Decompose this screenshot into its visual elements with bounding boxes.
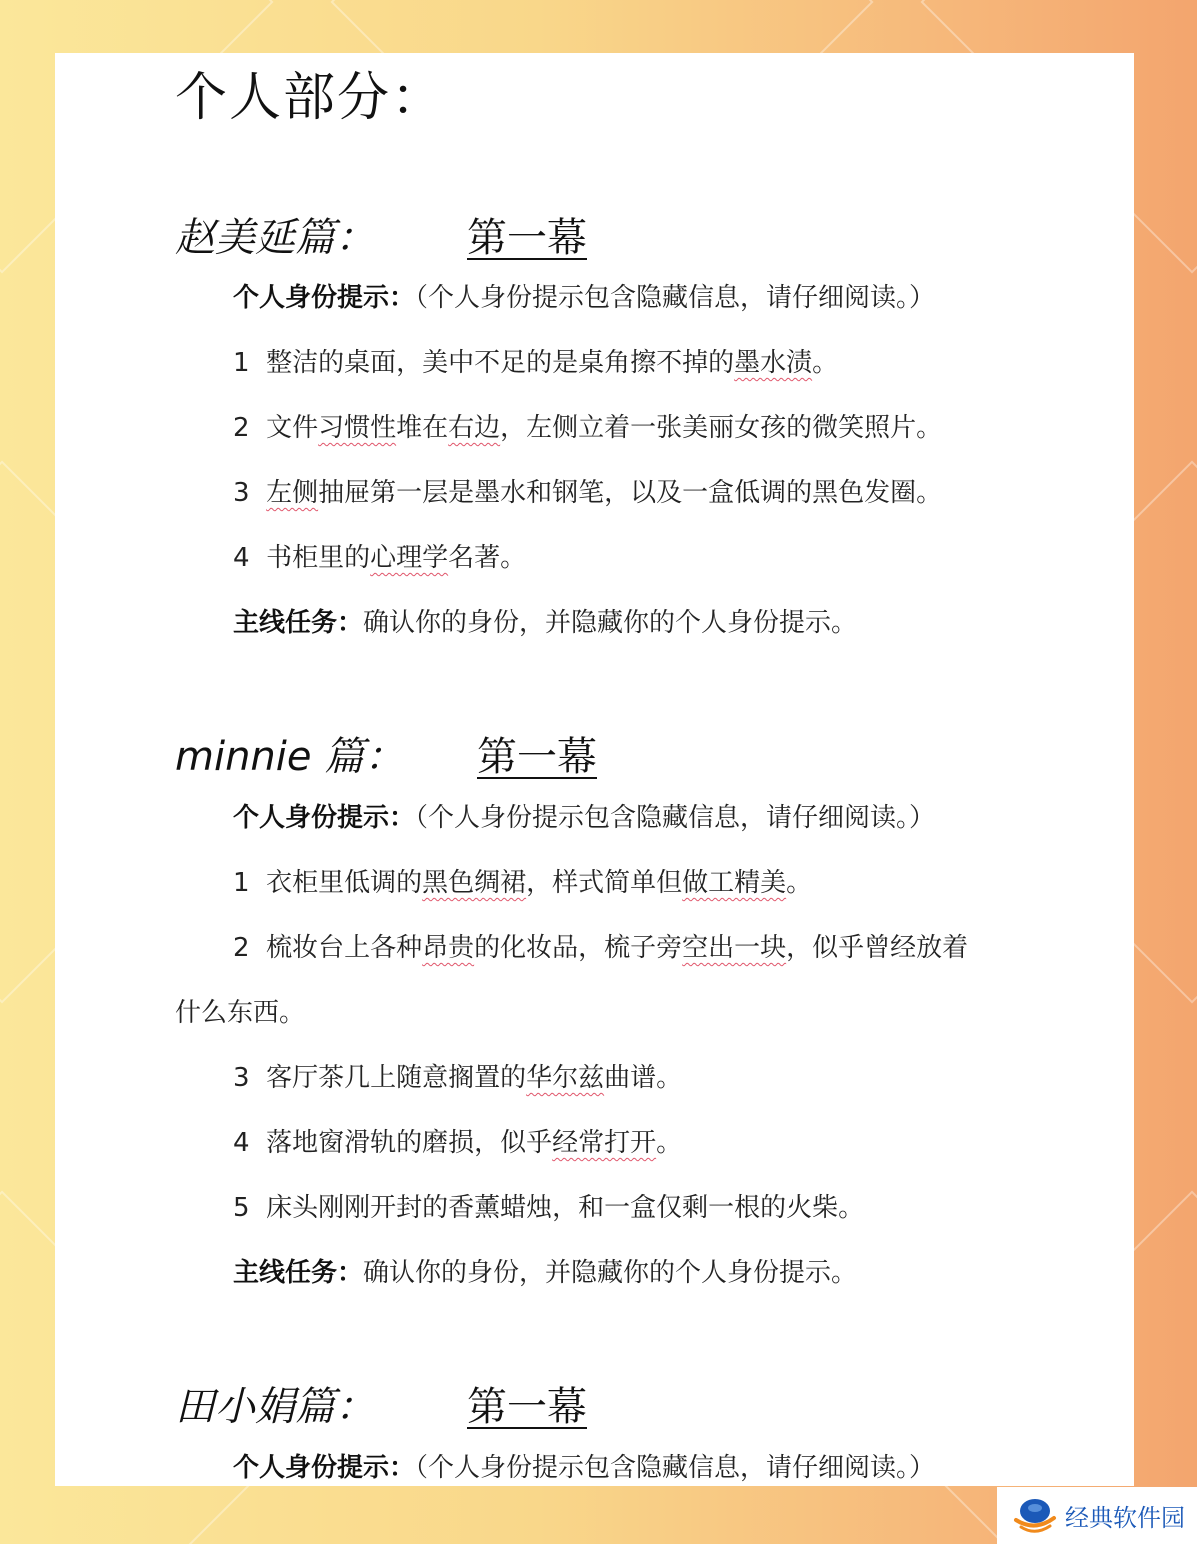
clue-item: [233, 476, 942, 510]
watermark-text: 经典软件园: [1065, 1504, 1185, 1532]
role-name: 田小娟篇：: [175, 1384, 375, 1430]
clue-text: 整洁的桌面，美中不足的是桌角擦不掉的: [266, 348, 735, 378]
main-task-line: [233, 1256, 857, 1290]
clue-text: 。: [656, 1128, 683, 1158]
clue-text: ，样式简单但: [526, 868, 683, 898]
clue-text: 墨水渍: [734, 348, 813, 378]
hint-label: 个人身份提示：: [233, 803, 416, 833]
task-text: 确认你的身份，并隐藏你的个人身份提示。: [363, 608, 858, 638]
clue-text: 黑色绸裙: [422, 868, 527, 898]
clue-text: 。: [786, 868, 813, 898]
clue-text: 堆在: [396, 413, 449, 443]
clue-text: 床头刚刚开封的香薰蜡烛，和一盒仅剩一根的火柴。: [266, 1193, 865, 1223]
main-task-line: [233, 606, 857, 640]
task-text: 确认你的身份，并隐藏你的个人身份提示。: [363, 1258, 858, 1288]
hint-label: 个人身份提示：: [233, 283, 416, 313]
clue-item: [233, 931, 968, 965]
clue-item: [233, 1126, 682, 1160]
role-name: 赵美延篇：: [175, 215, 375, 261]
clue-number: 4: [233, 1128, 250, 1158]
hint-text: （个人身份提示包含隐藏信息，请仔细阅读。）: [415, 803, 936, 833]
clue-text: 右边: [448, 413, 501, 443]
clue-text: 昂贵: [422, 933, 475, 963]
role-name: minnie 篇：: [175, 734, 405, 780]
clue-item: [233, 866, 812, 900]
clue-text: 曲谱。: [604, 1063, 683, 1093]
clue-text: 落地窗滑轨的磨损，似乎: [266, 1128, 553, 1158]
clue-number: 3: [233, 1063, 250, 1093]
clue-number: 2: [233, 933, 250, 963]
clue-text: 衣柜里低调的: [266, 868, 423, 898]
clue-text: 华尔兹: [526, 1063, 605, 1093]
clue-text: 的化妆品，梳子旁: [474, 933, 683, 963]
clue-number: 1: [233, 868, 250, 898]
clue-number: 4: [233, 543, 250, 573]
clue-number: 3: [233, 478, 250, 508]
clue-number: 5: [233, 1193, 250, 1223]
document-page: [55, 53, 1134, 1486]
hint-text: （个人身份提示包含隐藏信息，请仔细阅读。）: [415, 283, 936, 313]
clue-item: [233, 541, 526, 575]
clue-item: [233, 1061, 682, 1095]
globe-logo-icon: [1013, 1496, 1057, 1536]
act-label: 第一幕: [467, 215, 587, 261]
clue-text: 客厅茶几上随意搁置的: [266, 1063, 527, 1093]
clue-text: 梳妆台上各种: [266, 933, 423, 963]
clue-text: 习惯性: [318, 413, 397, 443]
clue-text: ，左侧立着一张美丽女孩的微笑照片。: [500, 413, 943, 443]
identity-hint-line: [233, 281, 935, 315]
task-label: 主线任务：: [233, 1258, 364, 1288]
clue-text: 文件: [266, 413, 319, 443]
clue-text: 空出一块: [682, 933, 787, 963]
clue-text: 名著。: [448, 543, 527, 573]
clue-text: 经常打开: [552, 1128, 657, 1158]
identity-hint-line: [233, 1451, 935, 1485]
clue-item: [233, 1191, 864, 1225]
clue-item: [233, 411, 942, 445]
clue-text: 心理学: [370, 543, 449, 573]
watermark: [997, 1487, 1197, 1544]
act-label: 第一幕: [467, 1384, 587, 1430]
clue-item: [233, 346, 838, 380]
hint-label: 个人身份提示：: [233, 1453, 416, 1483]
page-title: 个人部分：: [175, 68, 446, 128]
clue-continuation: 什么东西。: [175, 998, 306, 1028]
clue-text: 书柜里的: [266, 543, 371, 573]
clue-text: 抽屉第一层是墨水和钢笔，以及一盒低调的黑色发圈。: [318, 478, 943, 508]
act-label: 第一幕: [477, 734, 597, 780]
task-label: 主线任务：: [233, 608, 364, 638]
clue-text: 。: [812, 348, 839, 378]
hint-text: （个人身份提示包含隐藏信息，请仔细阅读。）: [415, 1453, 936, 1483]
identity-hint-line: [233, 801, 935, 835]
clue-number: 1: [233, 348, 250, 378]
clue-text: 左侧: [266, 478, 319, 508]
clue-text: 做工精美: [682, 868, 787, 898]
clue-text: ，似乎曾经放着: [786, 933, 969, 963]
clue-number: 2: [233, 413, 250, 443]
